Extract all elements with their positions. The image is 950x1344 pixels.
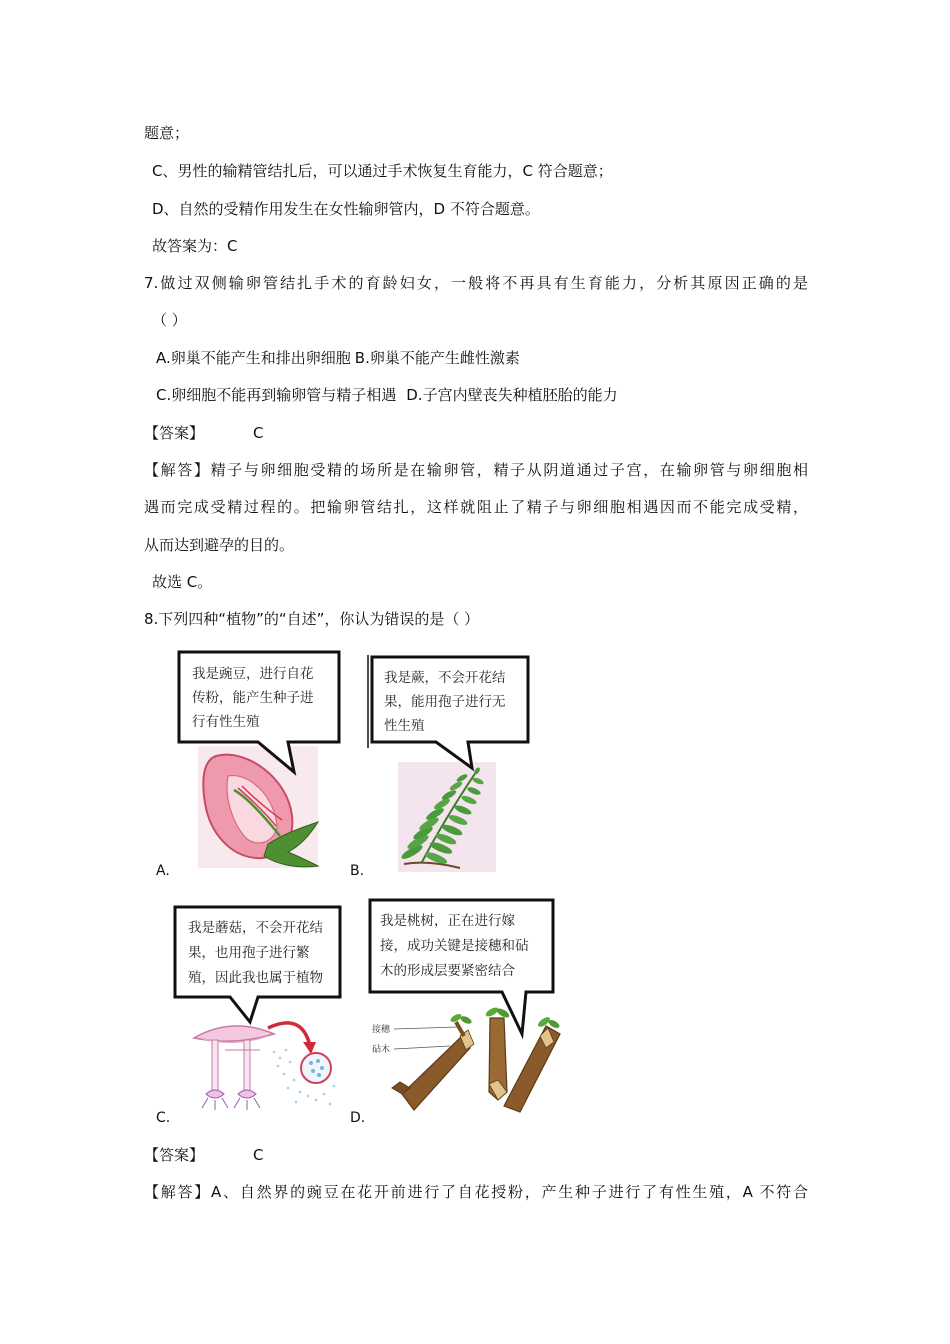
prev-explanation-option-d: D、自然的受精作用发生在女性输卵管内，D 不符合题意。 [152,200,540,218]
bubble-c-line3: 殖，因此我也属于植物 [188,970,323,986]
prev-explanation-option-c: C、男性的输精管结扎后，可以通过手术恢复生育能力，C 符合题意； [152,162,613,180]
rootstock-label: 砧木 [372,1045,391,1055]
bubble-c-line1: 我是蘑菇，不会开花结 [188,920,323,936]
bubble-c-line2: 果，也用孢子进行繁 [188,945,310,961]
figure-c-mushroom [170,900,346,1118]
q7-explanation-line2: 遇而完成受精过程的。把输卵管结扎，这样就阻止了精子与卵细胞相遇因而不能完成受精， [144,498,808,516]
figure-b-fern [364,650,534,876]
bubble-d-line3: 木的形成层要紧密结合 [380,963,515,979]
q8-option-b-label: B. [350,863,365,879]
spore-arrow [268,1023,316,1054]
rootstock-leader-line [394,1046,450,1049]
q7-option-b: B.卵巢不能产生雌性激素 [354,349,520,367]
prev-conclusion: 故答案为：C [152,237,238,255]
mushroom-illustration [194,1026,274,1110]
q7-conclusion: 故选 C。 [152,573,213,591]
bubble-d-line1: 我是桃树，正在进行嫁 [380,913,515,929]
q7-options-row1 [156,348,520,368]
scion-label: 接穗 [372,1025,391,1035]
q8-explanation-label: 【解答】 [144,1183,212,1201]
q7-explanation-line1 [144,460,808,480]
bubble-d-line2: 接，成功关键是接穗和砧 [380,938,529,954]
bubble-b-line1: 我是蕨，不会开花结 [384,670,506,686]
scion-leader-line [394,1027,458,1029]
q8-explanation-text1: A、自然界的豌豆在花开前进行了自花授粉，产生种子进行了有性生殖，A 不符合 [211,1183,808,1201]
q7-answer-row [144,423,284,443]
q8-option-a-label: A. [156,863,170,879]
q7-explanation-line3: 从而达到避孕的目的。 [144,536,295,554]
q7-stem-line2: （ ） [152,311,187,329]
figure-d-grafting [364,894,560,1116]
q8-answer-row [144,1145,284,1165]
grafting-illustration [392,1006,561,1112]
spore-magnified-circle [301,1053,331,1083]
q8-answer-label: 【答案】 [144,1146,205,1164]
q7-option-c: C.卵细胞不能再到输卵管与精子相遇 [156,386,397,404]
q7-explanation-text1: 精子与卵细胞受精的场所是在输卵管，精子从阴道通过子宫，在输卵管与卵细胞相 [210,461,808,479]
q8-option-c-label: C. [156,1110,171,1126]
bubble-a-line2: 传粉，能产生种子进 [192,690,314,706]
q7-explanation-label: 【解答】 [144,461,211,479]
bubble-b-line2: 果，能用孢子进行无 [384,694,506,710]
q8-option-d-label: D. [350,1110,366,1126]
q8-explanation-line1 [144,1182,808,1202]
q7-answer-value: C [253,424,264,442]
bubble-a-line1: 我是豌豆，进行自花 [192,666,314,682]
figure-a-pea [176,648,344,872]
q8-answer-value: C [253,1146,264,1164]
q7-option-d: D.子宫内壁丧失种植胚胎的能力 [406,386,618,404]
bubble-a-line3: 行有性生殖 [192,714,260,730]
q7-option-a: A.卵巢不能产生和排出卵细胞 [156,349,351,367]
prev-explanation-line: 题意； [144,124,190,142]
bubble-b-line3: 性生殖 [384,718,425,734]
q7-options-row2 [156,385,618,405]
q8-stem: 8.下列四种“植物”的“自述”，你认为错误的是（ ） [144,610,480,628]
q7-stem-line1: 7.做过双侧输卵管结扎手术的育龄妇女，一般将不再具有生育能力，分析其原因正确的是 [144,274,808,292]
q7-answer-label: 【答案】 [144,424,205,442]
